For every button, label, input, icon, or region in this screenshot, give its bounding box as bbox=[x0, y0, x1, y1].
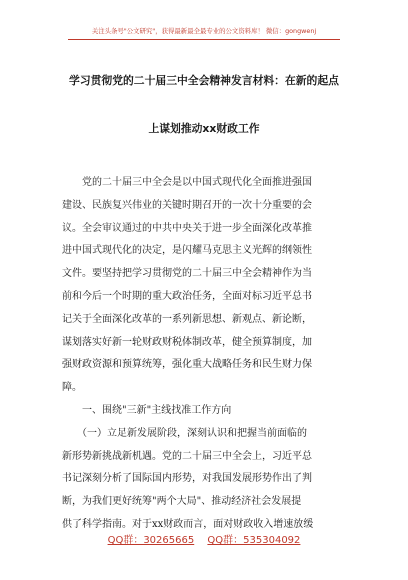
body-line: 障。 bbox=[62, 382, 82, 394]
body-line: 建设、民族复兴伟业的关键时期召开的一次十分重要的会 bbox=[62, 199, 312, 211]
header-notice: 关注头条号"公文研究"，获得最新最全最专业的公文资料库！ 微信：gongwenj bbox=[91, 27, 317, 35]
body-line: 新形势新挑战新机遇。党的二十届三中全会上，习近平总 bbox=[62, 450, 312, 462]
body-line: 供了科学指南。对于xx财政而言，面对财政收入增速放缓 bbox=[62, 518, 314, 530]
body-line: 进中国式现代化的决定，是闪耀马克思主义光辉的纲领性 bbox=[62, 245, 312, 257]
body-line: 文件。要坚持把学习贯彻党的二十届三中全会精神作为当 bbox=[62, 268, 312, 280]
body-line: 前和今后一个时期的重大政治任务，全面对标习近平总书 bbox=[62, 290, 312, 302]
document-body bbox=[62, 172, 346, 537]
qq-group-link-1[interactable]: QQ群：30265665 bbox=[107, 535, 195, 546]
footer-contacts bbox=[0, 531, 408, 546]
subsection-heading-line: （一）立足新发展阶段，深刻认识和把握当前面临的 bbox=[62, 427, 307, 439]
body-line: 党的二十届三中全会是以中国式现代化全面推进强国 bbox=[62, 177, 312, 188]
body-line: 谋划落实好新一轮财政财税体制改革，健全预算制度，加 bbox=[62, 336, 312, 348]
qq-group-link-2[interactable]: QQ群：535304092 bbox=[207, 535, 301, 546]
body-line: 议。全会审议通过的中共中央关于进一步全面深化改革推 bbox=[62, 222, 312, 234]
body-line: 断，为我们更好统筹"两个大局"、推动经济社会发展提 bbox=[62, 496, 302, 508]
body-line: 记关于全面深化改革的一系列新思想、新观点、新论断， bbox=[62, 313, 312, 325]
document-title-line-2: 上谋划推动xx财政工作 bbox=[148, 122, 260, 135]
document-title-line-1: 学习贯彻党的二十届三中全会精神发言材料：在新的起点 bbox=[69, 74, 339, 87]
header-divider bbox=[68, 39, 340, 40]
body-line: 书记深刻分析了国际国内形势，对我国发展形势作出了判 bbox=[62, 473, 312, 485]
body-line: 强财政资源和预算统筹，强化重大战略任务和民生财力保 bbox=[62, 359, 312, 371]
section-heading: 一、围绕"三新"主线找准工作方向 bbox=[62, 404, 232, 416]
